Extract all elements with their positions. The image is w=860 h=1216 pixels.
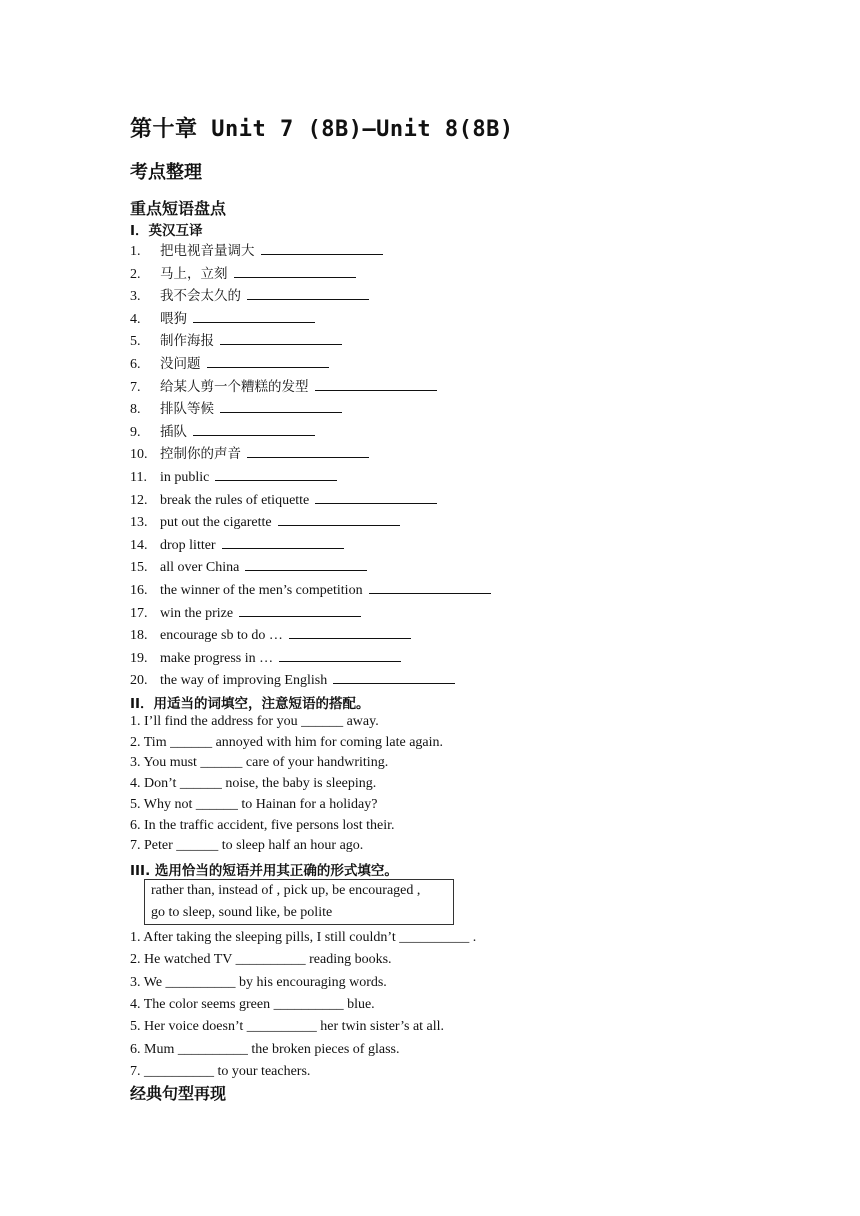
answer-blank[interactable] (215, 468, 337, 481)
item-number: 15. (130, 560, 148, 576)
part1-heading: I．英汉互译 (130, 223, 203, 239)
item-number: 11. (130, 470, 147, 485)
phrase-item (130, 310, 315, 329)
item-number: 1. (130, 244, 141, 259)
phrase-box (144, 879, 454, 925)
item-number: 7. (130, 379, 141, 395)
answer-blank[interactable] (369, 581, 491, 594)
answer-blank[interactable] (220, 400, 342, 413)
answer-blank[interactable] (315, 491, 437, 504)
answer-blank[interactable] (193, 310, 315, 323)
phrase-item (130, 558, 367, 577)
fill-item: 5. Her voice doesn’t __________ her twin sister’s at all. (130, 1019, 445, 1035)
chapter-title: 第十章 Unit 7 (8B)—Unit 8(8B) (130, 117, 514, 142)
item-text: 喂狗 (160, 310, 187, 327)
answer-blank[interactable] (247, 445, 369, 458)
phrase-item (130, 445, 369, 464)
item-number: 19. (130, 650, 148, 666)
item-number: 10. (130, 447, 148, 463)
item-text: 排队等候 (160, 401, 214, 418)
phrase-item (130, 581, 491, 600)
item-text: 没问题 (160, 356, 201, 372)
item-number: 8. (130, 402, 141, 418)
item-number: 2. (130, 266, 141, 282)
answer-blank[interactable] (278, 513, 400, 526)
fill-item: 2. Tim ______ annoyed with him for coming late again. (130, 734, 444, 750)
phrase-item (130, 536, 344, 555)
item-text: 把电视音量调大 (160, 243, 255, 259)
phrase-box-line: go to sleep, sound like, be polite (151, 905, 333, 920)
answer-blank[interactable] (261, 242, 383, 255)
phrase-item (130, 513, 400, 532)
item-text: 给某人剪一个糟糕的发型 (160, 378, 309, 395)
phrase-box-line: rather than, instead of , pick up, be encouraged , (151, 883, 421, 898)
phrase-item (130, 423, 315, 442)
item-text: the way of improving English (160, 673, 328, 689)
item-text: 我不会太久的 (160, 288, 241, 305)
item-number: 14. (130, 537, 148, 553)
item-number: 6. (130, 357, 141, 372)
item-text: 制作海报 (160, 333, 214, 350)
phrase-item (130, 242, 383, 261)
answer-blank[interactable] (234, 265, 356, 278)
item-text: in public (160, 470, 210, 485)
answer-blank[interactable] (245, 558, 367, 571)
part2-heading: II．用适当的词填空，注意短语的搭配。 (130, 696, 370, 712)
section-heading: 考点整理 (130, 162, 202, 183)
fill-item: 5. Why not ______ to Hainan for a holiday? (130, 796, 378, 812)
answer-blank[interactable] (222, 536, 344, 549)
item-number: 13. (130, 515, 148, 531)
item-text: break the rules of etiquette (160, 492, 310, 508)
answer-blank[interactable] (239, 604, 361, 617)
fill-item: 4. The color seems green __________ blue. (130, 996, 375, 1012)
phrase-item (130, 378, 437, 397)
phrase-item (130, 671, 455, 690)
item-number: 20. (130, 673, 148, 689)
fill-item: 1. After taking the sleeping pills, I still couldn’t __________ . (130, 930, 477, 945)
phrase-item (130, 649, 401, 668)
part3-heading: III. 选用恰当的短语并用其正确的形式填空。 (130, 863, 398, 879)
item-number: 17. (130, 605, 148, 621)
fill-item: 1. I’ll find the address for you ______ away. (130, 714, 379, 729)
item-number: 4. (130, 311, 141, 327)
answer-blank[interactable] (220, 332, 342, 345)
item-text: 马上，立刻 (160, 265, 228, 282)
fill-item: 6. Mum __________ the broken pieces of glass. (130, 1041, 400, 1057)
item-text: win the prize (160, 605, 234, 621)
phrase-item (130, 265, 356, 284)
fill-item: 3. We __________ by his encouraging words. (130, 974, 387, 990)
phrase-item (130, 400, 342, 419)
answer-blank[interactable] (193, 423, 315, 436)
item-text: drop litter (160, 537, 216, 553)
phrase-item (130, 287, 369, 306)
phrase-item (130, 355, 329, 374)
phrase-item (130, 332, 342, 351)
phrase-item (130, 468, 337, 487)
fill-item: 6. In the traffic accident, five persons lost their. (130, 817, 395, 833)
item-text: all over China (160, 560, 240, 576)
item-number: 3. (130, 289, 141, 305)
item-text: the winner of the men’s competition (160, 583, 363, 598)
fill-item: 3. You must ______ care of your handwriting. (130, 755, 389, 771)
item-text: put out the cigarette (160, 515, 272, 531)
fill-item: 4. Don’t ______ noise, the baby is sleeping. (130, 776, 377, 792)
item-text: 控制你的声音 (160, 446, 241, 463)
answer-blank[interactable] (207, 355, 329, 368)
answer-blank[interactable] (315, 378, 437, 391)
fill-item: 2. He watched TV __________ reading books. (130, 952, 392, 968)
item-text: make progress in … (160, 650, 274, 666)
answer-blank[interactable] (289, 626, 411, 639)
fill-item: 7. Peter ______ to sleep half an hour ago. (130, 838, 364, 854)
item-text: encourage sb to do … (160, 628, 283, 644)
phrase-item (130, 626, 411, 645)
item-number: 16. (130, 583, 148, 598)
phrase-item (130, 604, 361, 623)
item-text: 插队 (160, 423, 187, 440)
item-number: 18. (130, 628, 148, 644)
answer-blank[interactable] (279, 649, 401, 662)
item-number: 9. (130, 424, 141, 440)
item-number: 12. (130, 492, 148, 508)
subsection-heading: 重点短语盘点 (130, 199, 227, 218)
bottom-heading: 经典句型再现 (130, 1084, 227, 1103)
item-number: 5. (130, 334, 141, 350)
answer-blank[interactable] (333, 671, 455, 684)
fill-item: 7. __________ to your teachers. (130, 1063, 311, 1079)
phrase-item (130, 491, 437, 510)
answer-blank[interactable] (247, 287, 369, 300)
